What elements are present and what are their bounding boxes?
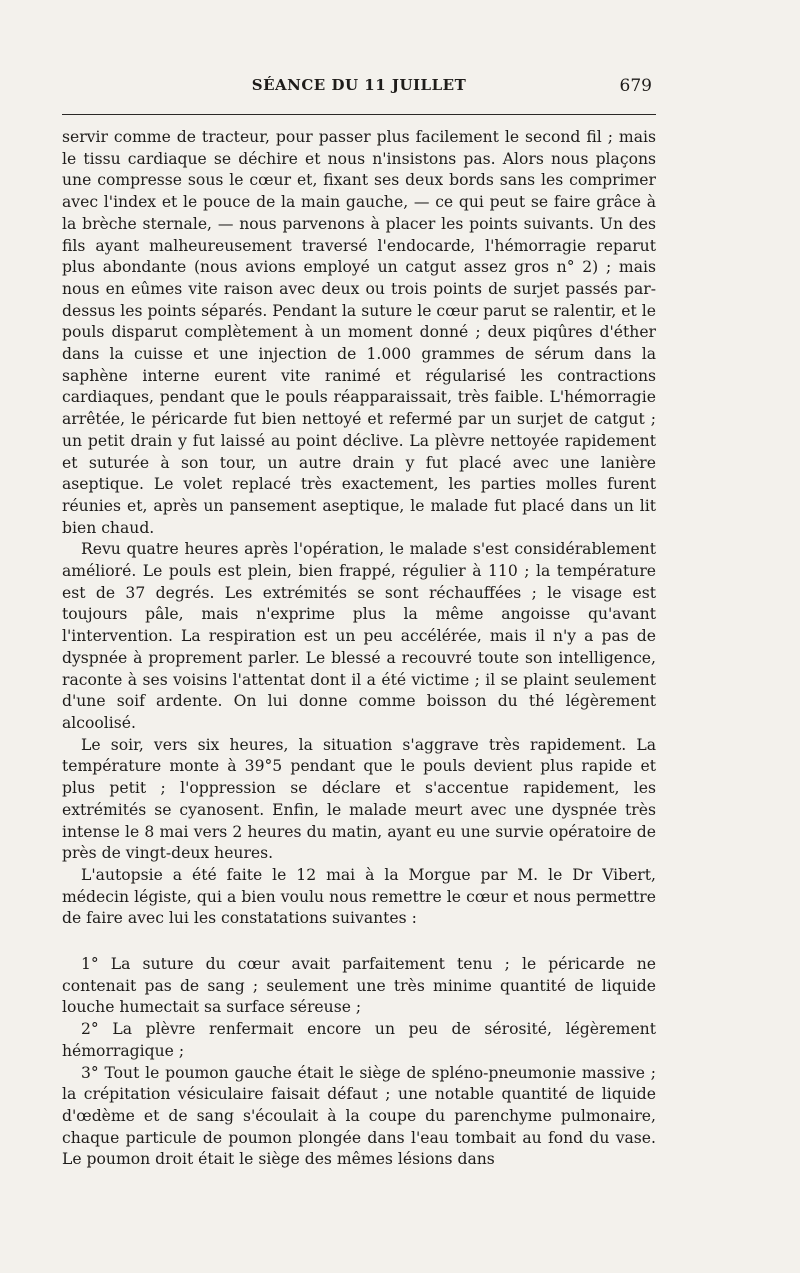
paragraph-3: Le soir, vers six heures, la situation s'aggrave très rapidement. La température monte à 39°5 pendant que le pouls devient plus rapide et plus petit ; l'oppression se déclare et s'accentue rapidement, les extrémités se cyanosent. Enfin, le malade meurt avec une dyspnée très intense le 8 mai vers 2 heures du matin, ayant eu une survie opératoire de près de vingt-deux heures. — [62, 735, 656, 863]
header-title: SÉANCE DU 11 JUILLET — [251, 76, 467, 94]
finding-3: 3° Tout le poumon gauche était le siège de spléno-pneumonie massive ; la crépitation vésiculaire faisait défaut ; une notable quantité de liquide d'œdème et de sang s'écoulait à la coupe du parenchyme pulmonaire, chaque particule de poumon plongée dans l'eau tombait au fond du vase. Le poumon droit était le siège des mêmes lésions dans — [62, 1063, 656, 1169]
section-gap — [62, 930, 656, 954]
paragraph-2: Revu quatre heures après l'opération, le malade s'est considérablement amélioré. Le pouls est plein, bien frappé, régulier à 110 ; la température est de 37 degrés. Les extrémités se sont réchauffées ; le visage est toujours pâle, mais n'exprime plus la même angoisse qu'avant l'intervention. La respiration est un peu accélérée, mais il n'y a pas de dyspnée à proprement parler. Le blessé a recouvré toute son intelligence, raconte à ses voisins l'attentat dont il a été victime ; il se plaint seulement d'une soif ardente. On lui donne comme boisson du thé légèrement alcoolisé. — [62, 540, 656, 732]
finding-2: 2° La plèvre renfermait encore un peu de sérosité, légèrement hémorragique ; — [62, 1020, 656, 1060]
finding-1: 1° La suture du cœur avait parfaitement tenu ; le péricarde ne contenait pas de sang ; seulement une très minime quantité de liquide louche humectait sa surface séreuse ; — [62, 955, 656, 1017]
paragraph-4: L'autopsie a été faite le 12 mai à la Morgue par M. le Dr Vibert, médecin légiste, qui a bien voulu nous remettre le cœur et nous permettre de faire avec lui les constatations suivantes : — [62, 865, 656, 928]
body-text — [62, 127, 656, 1171]
paragraph-1: servir comme de tracteur, pour passer plus facilement le second fil ; mais le tissu cardiaque se déchire et nous n'insistons pas. Alors nous plaçons une compresse sous le cœur et, fixant ses deux bords sans les comprimer avec l'index et le pouce de la main gauche, — ce qui peut se faire grâce à la brèche sternale, — nous parvenons à placer les points suivants. Un des fils ayant malheureusement traversé l'endocarde, l'hémorragie reparut plus abondante (nous avions employé un catgut assez gros n° 2) ; mais nous en eûmes vite raison avec deux ou trois points de surjet passés par-dessus les points séparés. Pendant la suture le cœur parut se ralentir, et le pouls disparut complètement à un moment donné ; deux piqûres d'éther dans la cuisse et une injection de 1.000 grammes de sérum dans la saphène interne eurent vite ranimé et régularisé les contractions cardiaques, pendant que le pouls réapparaissait, très faible. L'hémorragie arrêtée, le péricarde fut bien nettoyé et refermé par un surjet de catgut ; un petit drain y fut laissé au point déclive. La plèvre nettoyée rapidement et suturée à son tour, un autre drain y fut placé avec une lanière aseptique. Le volet replacé très exactement, les parties molles furent réunies et, après un pansement aseptique, le malade fut placé dans un lit bien chaud. — [62, 128, 656, 537]
header-rule — [62, 114, 656, 115]
page-number: 679 — [619, 76, 652, 96]
running-header — [62, 76, 656, 100]
